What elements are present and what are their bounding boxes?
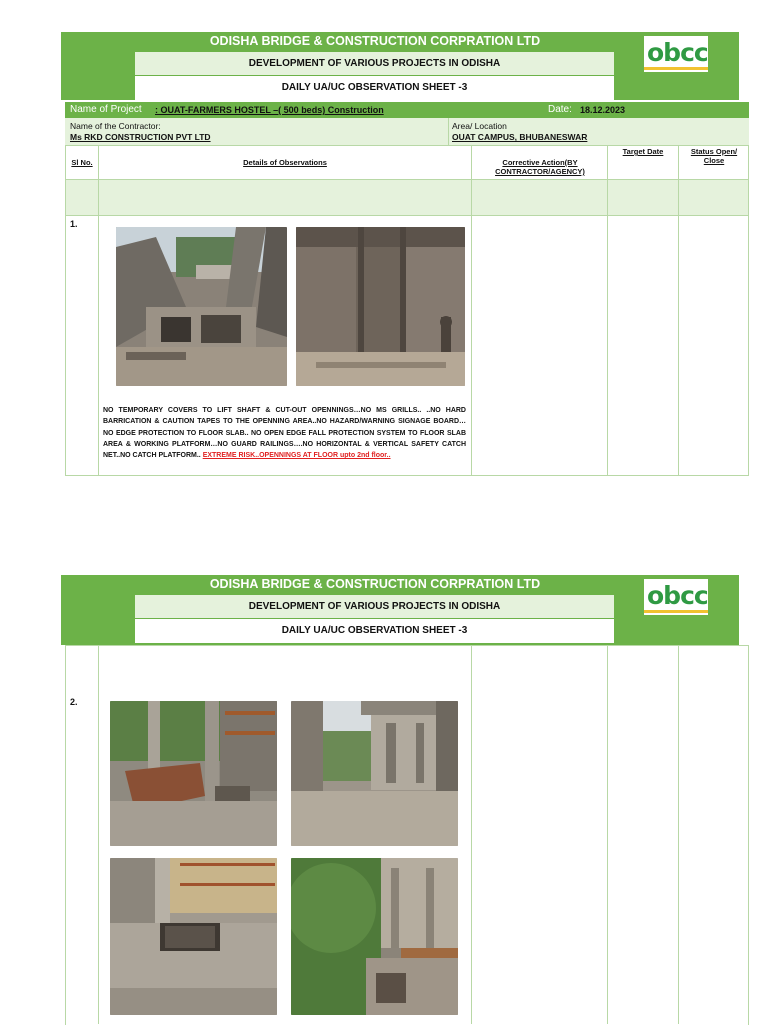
area-label: Area/ Location (452, 121, 507, 131)
area-value: OUAT CAMPUS, BHUBANESWAR (452, 132, 588, 142)
logo-bar (644, 610, 708, 613)
sl-number-2: 2. (70, 697, 78, 707)
logo-text: obcc (647, 581, 708, 610)
sl-number-1: 1. (70, 219, 78, 229)
site-photo-2a (110, 701, 277, 846)
development-title: DEVELOPMENT OF VARIOUS PROJECTS IN ODISHA (135, 52, 614, 75)
header-band-2 (61, 575, 739, 645)
project-label: Name of Project (70, 104, 142, 115)
risk-statement: EXTREME RISK..OPENNINGS AT FLOOR upto 2nd floor.. (202, 452, 391, 460)
company-name: ODISHA BRIDGE & CONSTRUCTION CORPRATION LTD (209, 34, 541, 48)
contractor-label: Name of the Contractor: (70, 121, 161, 131)
col-divider (98, 645, 99, 1024)
col-divider (678, 645, 679, 1024)
col-corrective-action: Corrective Action(BY CONTRACTOR/AGENCY) (495, 158, 585, 176)
col-divider (471, 645, 472, 1024)
development-title: DEVELOPMENT OF VARIOUS PROJECTS IN ODISHA (135, 595, 614, 618)
obcc-logo (644, 579, 708, 615)
site-photo-2b (291, 701, 458, 846)
logo-text: obcc (647, 38, 708, 67)
site-photo-2c (110, 858, 277, 1015)
sheet-title: DAILY UA/UC OBSERVATION SHEET -3 (135, 619, 614, 643)
date-value: 18.12.2023 (580, 105, 626, 115)
contractor-value: Ms RKD CONSTRUCTION PVT LTD (70, 132, 211, 142)
col-target-date: Target Date (622, 147, 664, 156)
col-details: Details of Observations (243, 158, 327, 167)
col-divider (607, 645, 608, 1024)
site-photo-2d (291, 858, 458, 1015)
date-label: Date: (548, 104, 572, 115)
project-value: : OUAT-FARMERS HOSTEL –( 500 beds) Construction (155, 105, 384, 115)
sheet-title: DAILY UA/UC OBSERVATION SHEET -3 (135, 76, 614, 100)
observation-details: NO TEMPORARY COVERS TO LIFT SHAFT & CUT-OUT OPENNINGS…NO MS GRILLS.. ..NO HARD BARRICATION & CAUTION TAPES TO THE OPENNING AREA..NO HAZARD/WARNING SIGNAGE BOARD…NO EDGE PROTECTION TO FLOOR SLAB.. NO OPEN EDGE FALL PROTECTION SYSTEM TO FLOOR SLAB AREA & WORKING PLATFORM…NO GUARD RAILINGS….NO HORIZONTAL & VERTICAL SAFETY CATCH NET..NO CATCH PLATFORM.. (103, 407, 466, 460)
col-sl-no: Sl No. (71, 158, 93, 167)
company-name: ODISHA BRIDGE & CONSTRUCTION CORPRATION LTD (209, 577, 541, 591)
col-status: Status Open/ Close (690, 147, 738, 165)
